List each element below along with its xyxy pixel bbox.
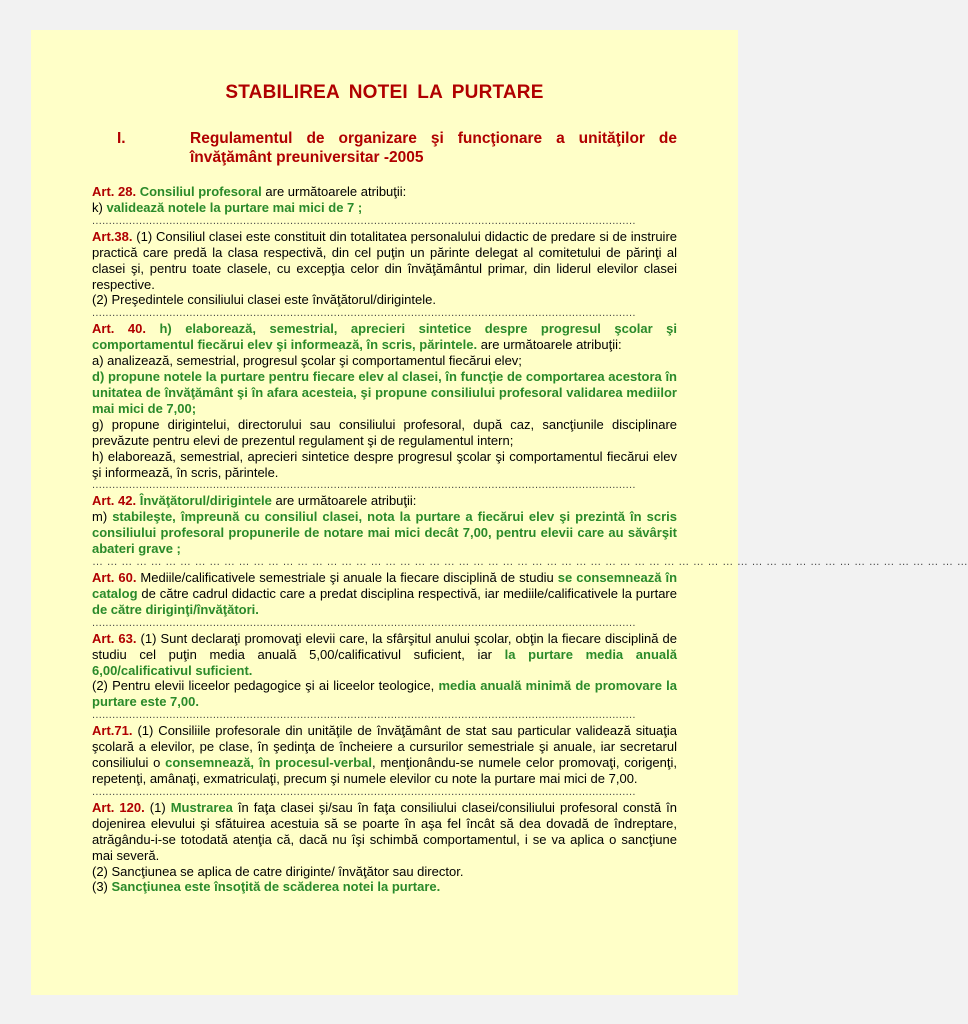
highlight-text: d) propune notele la purtare pentru fiecare elev al clasei, în funcţie de comportarea acestora în unitatea de învăţământ şi în afara acesteia, şi propune consiliului profesoral validarea mediilor mai mici de 7,00; <box>92 369 677 416</box>
highlight-text: media anuală minimă de promovare la purtare este 7,00. <box>92 678 677 710</box>
article-text: Mediile/calificativele semestriale şi anuale la fiecare disciplină de studiu <box>136 570 558 586</box>
article-28 <box>92 184 677 216</box>
document-page <box>31 30 968 995</box>
article-ref: Art. 42. <box>92 493 137 509</box>
article-63 <box>92 631 677 711</box>
article-subject: h) elaborează, semestrial, aprecieri sintetice despre progresul şcolar şi comportamentul fiecărui elev şi informează, în scris, părintele. <box>92 321 677 353</box>
article-ref: Art. 40. <box>92 321 146 337</box>
highlight-text: consemnează, în procesul-verbal <box>165 755 372 771</box>
article-text: , menţionându-se numele celor promovaţi, corigenţi, repetenţi, amânaţi, exmatriculaţi, precum şi numele elevilor cu note la purtare mai mici de 7,00. <box>92 755 677 786</box>
article-ref: Art. 120. <box>92 799 145 815</box>
article-text: în faţa clasei şi/sau în faţa consiliului clasei/consiliului profesoral constă în dojenirea elevului şi sfătuirea acestuia să se poarte în aşa fel încât să dea dovadă de îndreptare, atrăgându-i-se totodată atenţia că, dacă nu îşi schimbă comportamentul, i se va aplica o sancţiune mai severă. <box>92 799 677 863</box>
item-marker: m) <box>92 509 113 525</box>
highlight-text: validează notele la purtare mai mici de 7 ; <box>106 199 363 215</box>
separator-dotted: .................................................................................................................................................................. <box>92 479 636 492</box>
article-ref: Art. 63. <box>92 630 137 646</box>
article-text: h) elaborează, semestrial, aprecieri sintetice despre progresul şcolar şi comportamentul fiecărui elev şi informează, în scris, părintele. <box>92 448 677 480</box>
chapter-title: Regulamentul de organizare şi funcţionare a unităţilor de învăţământ preuniversitar -2005 <box>190 130 677 166</box>
article-60 <box>92 570 677 618</box>
article-text: de către cadrul didactic care a predat disciplina respectivă, iar mediile/calificativele la purtare <box>137 585 677 601</box>
page-title: STABILIREA NOTEI LA PURTARE <box>225 82 544 103</box>
article-text: (1) <box>144 799 171 815</box>
article-120 <box>92 800 677 895</box>
item-marker: k) <box>92 199 107 215</box>
article-ref: Art. 60. <box>92 570 137 586</box>
article-ref: Art. 28. <box>92 184 137 199</box>
article-text: a) analizează, semestrial, progresul şcolar şi comportamentul fiecărui elev; <box>92 353 522 369</box>
article-38 <box>92 229 677 309</box>
document-body <box>92 184 968 895</box>
article-ref: Art.38. <box>92 228 133 244</box>
article-text: (1) Sunt declaraţi promovaţi elevii care, la sfârşitul anului şcolar, obţin la fiecare disciplină de studiu cel puţin media anuală 5,00/calificativul suficient, iar <box>92 630 678 662</box>
separator-dotted: .................................................................................................................................................................. <box>92 307 636 320</box>
separator-dotted: .................................................................................................................................................................. <box>92 616 636 629</box>
article-71 <box>92 723 677 787</box>
highlight-text: Mustrarea <box>170 799 233 815</box>
separator-dotted: .................................................................................................................................................................. <box>92 214 636 227</box>
article-text: are următoarele atribuţii: <box>477 337 622 353</box>
article-text: g) propune dirigintelui, directorului sau consiliului profesoral, după caz, sancţiunile disciplinare prevăzute pentru elevi de prezentul regulament şi de regulamentul intern; <box>92 416 677 448</box>
separator-dotted: .................................................................................................................................................................. <box>92 785 636 798</box>
article-text: (1) Consiliile profesorale din unităţile de învăţământ de stat sau particular validează situaţia şcolară a elevilor, pe clase, în şedinţa de încheiere a cursurilor semestriale şi anuale, iar secretarul consiliului o <box>92 723 677 771</box>
article-text: (2) Pentru elevii liceelor pedagogice şi ai liceelor teologice, <box>92 678 439 694</box>
article-text: (2) Preşedintele consiliului clasei este învăţătorul/dirigintele. <box>92 292 436 308</box>
article-subject: Învăţătorul/dirigintele <box>139 493 272 509</box>
article-subject: Consiliul profesoral <box>139 184 262 199</box>
highlight-text: la purtare media anuală 6,00/calificativul suficient. <box>92 646 677 678</box>
highlight-text: Sancţiunea este însoţită de scăderea notei la purtare. <box>111 879 441 895</box>
article-42 <box>92 493 677 557</box>
highlight-text: de către diriginţi/învăţători. <box>92 601 259 617</box>
highlight-text: stabileşte, împreună cu consiliul clasei, nota la purtare a fiecărui elev şi prezintă în scris consiliului profesoral propunerile de notare mai mici decât 7,00, pentru elevii care au săvârşit abateri grave ; <box>92 509 677 557</box>
article-40 <box>92 321 677 480</box>
separator-ellipsis: … … … … … … … … … … … … … … … … … … … … … … … … … … … … … … … … … … … … … … … … … … … … … … … … … … … … … … … … … … … … <box>92 556 968 569</box>
article-ref: Art.71. <box>92 723 133 739</box>
highlight-text: se consemnează în catalog <box>92 570 678 601</box>
separator-dotted: .................................................................................................................................................................. <box>92 709 636 722</box>
article-text: (1) Consiliul clasei este constituit din totalitatea personalului didactic de predare si de instruire practică care predă la clasa respectivă, din cel puţin un părinte delegat al comitetului de părinţi al clasei şi, pentru toate clasele, cu excepţia celor din învăţământul primar, din liderul elevilor clasei respective. <box>92 228 677 292</box>
chapter-number: I. <box>117 130 126 147</box>
article-text: are următoarele atribuţii: <box>261 184 407 199</box>
item-marker: (3) <box>92 879 112 895</box>
article-text: (2) Sancţiunea se aplica de catre diriginte/ învăţător sau director. <box>92 863 464 879</box>
article-text: are următoarele atribuţii: <box>271 493 417 509</box>
